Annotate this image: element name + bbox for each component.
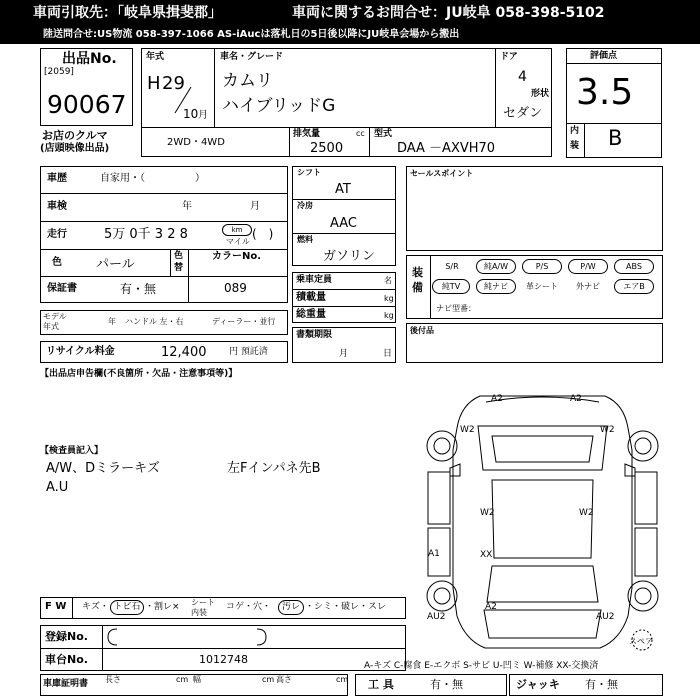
inspector-note2: 左Fインパネ先B <box>227 461 321 476</box>
year-era: H <box>147 73 161 94</box>
equip-airbag: エアB <box>614 279 654 294</box>
equip-sr: S/R <box>445 262 459 271</box>
dealer-options: ディーラー・並行 <box>212 317 276 326</box>
nav-model-label: ナビ型番： <box>436 304 476 313</box>
inquiry-contact: 車両に関するお問合せ：JU岐阜 058-398-5102 <box>292 5 605 21</box>
color-change-label2: 替 <box>174 263 184 273</box>
capacity-unit: 名 <box>384 276 392 285</box>
shop-note: お店のクルマ <box>42 129 108 142</box>
model-name: カムリ <box>222 71 273 91</box>
mileage-km: km <box>222 224 252 236</box>
cert-width-unit: cm <box>262 675 275 684</box>
load-label: 積載量 <box>296 292 326 303</box>
inspector-note1: A/W、Dミラーキズ <box>46 461 160 476</box>
damage-a2-front-left: A2 <box>491 394 503 404</box>
equip-leather: 革シート <box>526 282 558 291</box>
model-year-year: 年 <box>108 317 116 326</box>
model-year-label2: 年式 <box>43 322 59 331</box>
damage-a1: A1 <box>428 549 440 559</box>
equip-genuine-nav: 純ナビ <box>476 279 516 294</box>
registration-field-bracket <box>107 628 267 646</box>
color-no-label: カラーNo. <box>212 251 262 262</box>
equip-genuine-aw: 純A/W <box>476 259 516 274</box>
damage-legend: A-キズ C-腐食 E-エクボ S-サビ U-凹ミ W-補修 XX-交換済 <box>364 661 599 671</box>
inspector-note3: A.U <box>46 480 69 495</box>
lot-label: 出品No. <box>62 51 117 67</box>
mileage-paren: ( ) <box>252 227 274 241</box>
inspector-label: 【検査員記入】 <box>40 446 104 456</box>
score-label: 評価点 <box>590 51 618 61</box>
color-value: パール <box>96 257 135 272</box>
cert-length-label: 長さ <box>105 675 121 684</box>
jack-label: ジャッキ <box>516 678 560 691</box>
year-month-unit: 月 <box>198 110 208 121</box>
displacement-value: 2500 <box>310 141 344 156</box>
doors-label: ドア <box>500 52 518 62</box>
pickup-location: 車両引取先：「岐阜県揖斐郡」 <box>33 5 222 21</box>
lot-number: 90067 <box>47 90 127 119</box>
weight-unit: kg <box>384 311 394 320</box>
tools-label: 工 具 <box>368 678 394 691</box>
jack-value: 有・無 <box>585 678 618 691</box>
doors-value: 4 <box>518 69 527 85</box>
recycle-label: リサイクル料金 <box>46 346 115 357</box>
interior-label1: 内 <box>570 126 580 136</box>
damage-w2-center: W2 <box>480 508 495 518</box>
spare-label: スペア <box>629 637 653 646</box>
displacement-label: 排気量 <box>293 129 321 139</box>
fw-damage: キズ・ <box>82 602 109 612</box>
shape-label: 形状 <box>531 89 550 99</box>
cert-width-label: 幅 <box>193 675 201 684</box>
cert-height-label: 高さ <box>276 675 292 684</box>
damage-w2-left: W2 <box>460 425 475 435</box>
model-label: 車名・グレード <box>220 52 284 62</box>
ac-label: 冷房 <box>297 201 313 210</box>
damage-w2-center-right: W2 <box>579 508 594 518</box>
shift-value: AT <box>335 182 351 197</box>
warranty-value: 有・無 <box>120 282 157 296</box>
docs-day: 日 <box>383 349 393 359</box>
type-value: DAA －AXVH70 <box>397 141 496 156</box>
equip-genuine-tv: 純TV <box>432 279 470 294</box>
model-grade: ハイブリッドG <box>222 96 336 116</box>
equip-abs: ABS <box>614 259 654 274</box>
fw-crack: ・割レ× <box>145 602 180 612</box>
capacity-label: 乗車定員 <box>296 275 333 285</box>
after-parts-box <box>406 323 663 363</box>
shift-label: シフト <box>297 168 321 177</box>
sales-point-label: セールスポイント <box>410 169 474 178</box>
sales-point-box <box>406 166 663 251</box>
car-damage-diagram <box>420 388 665 656</box>
recycle-unit: 円 預託済 <box>229 347 268 357</box>
after-parts-label: 後付品 <box>410 326 434 335</box>
year-month: 10 <box>183 107 199 121</box>
warranty-label: 保証書 <box>47 283 77 294</box>
color-no-value: 089 <box>224 281 247 295</box>
damage-au2-left: AU2 <box>427 612 446 622</box>
model-year-label1: モデル <box>43 312 67 321</box>
damage-a2-front-right: A2 <box>570 394 582 404</box>
mileage-mile: マイル <box>226 237 250 246</box>
history-value: 自家用・（ ） <box>100 173 205 184</box>
docs-month: 月 <box>339 349 349 359</box>
fuel-label: 燃料 <box>297 235 313 244</box>
score-value: 3.5 <box>576 72 634 113</box>
mileage-label: 走行 <box>47 229 67 240</box>
equip-ps: P/S <box>522 259 562 274</box>
history-label: 車歴 <box>47 173 67 184</box>
interior-value: B <box>608 126 623 150</box>
shape-value: セダン <box>503 106 543 121</box>
load-unit: kg <box>384 294 394 303</box>
equip-pw: P/W <box>568 259 608 274</box>
recycle-value: 12,400 <box>161 345 207 360</box>
fuel-value: ガソリン <box>323 249 376 264</box>
seat-stain-circled: 汚レ <box>278 600 304 615</box>
chassis-label: 車台No. <box>45 653 88 666</box>
year-label: 年式 <box>146 52 165 62</box>
chassis-value: 1012748 <box>199 653 248 666</box>
color-change-label1: 色 <box>174 251 184 261</box>
cert-length-unit: cm <box>176 675 189 684</box>
inspection-month: 月 <box>250 201 260 212</box>
equipment-label1: 装 <box>412 266 423 279</box>
ac-value: AAC <box>330 216 357 231</box>
registration-label: 登録No. <box>45 630 88 643</box>
inspection-label: 車検 <box>47 201 67 212</box>
equipment-label2: 備 <box>412 281 423 294</box>
cert-height-unit: cm <box>336 675 349 684</box>
damage-w2-right: W2 <box>600 425 615 435</box>
seat-label2: 内装 <box>191 608 207 617</box>
transport-contact: 陸送問合せ:US物流 058-397-1066 AS-iAucは落札日の5日後以降にJU岐阜会場から搬出 <box>43 29 460 40</box>
inspection-year: 年 <box>182 201 192 212</box>
fw-label: F W <box>45 601 67 612</box>
displacement-unit: cc <box>356 129 365 138</box>
docs-label: 書類期限 <box>296 330 333 340</box>
lot-small-number: [2059] <box>44 67 74 77</box>
color-label: 色 <box>52 257 62 268</box>
shop-note-sub: (店頭映像出品) <box>40 143 110 154</box>
header-bar <box>0 0 700 26</box>
seat-rest: ・シミ・破レ・スレ <box>305 602 387 612</box>
damage-a2-rear: A2 <box>485 602 497 612</box>
mileage-value: 5万 0千 3 2 8 <box>104 227 188 242</box>
handle-options: ハンドル 左・右 <box>125 317 184 326</box>
weight-label: 総重量 <box>296 309 326 320</box>
tools-value: 有・無 <box>430 678 463 691</box>
equip-aftermarket-nav: 外ナビ <box>576 282 600 291</box>
interior-label2: 装 <box>570 141 580 151</box>
seat-label1: シート <box>191 598 215 607</box>
drive-options: 2WD・4WD <box>167 137 225 148</box>
year-value: 29 <box>162 73 185 94</box>
damage-au2-right: AU2 <box>596 612 615 622</box>
damage-xx: XX <box>480 550 493 560</box>
seat-items: コゲ・穴・ <box>226 602 272 612</box>
notes-label: 【出品店申告欄(不良箇所・欠品・注意事項等)】 <box>40 369 238 379</box>
type-label: 型式 <box>374 129 393 139</box>
header-subbar <box>0 26 700 44</box>
fw-chip-circled: トビ石 <box>110 600 144 615</box>
certificate-label: 車庫証明書 <box>43 679 89 689</box>
